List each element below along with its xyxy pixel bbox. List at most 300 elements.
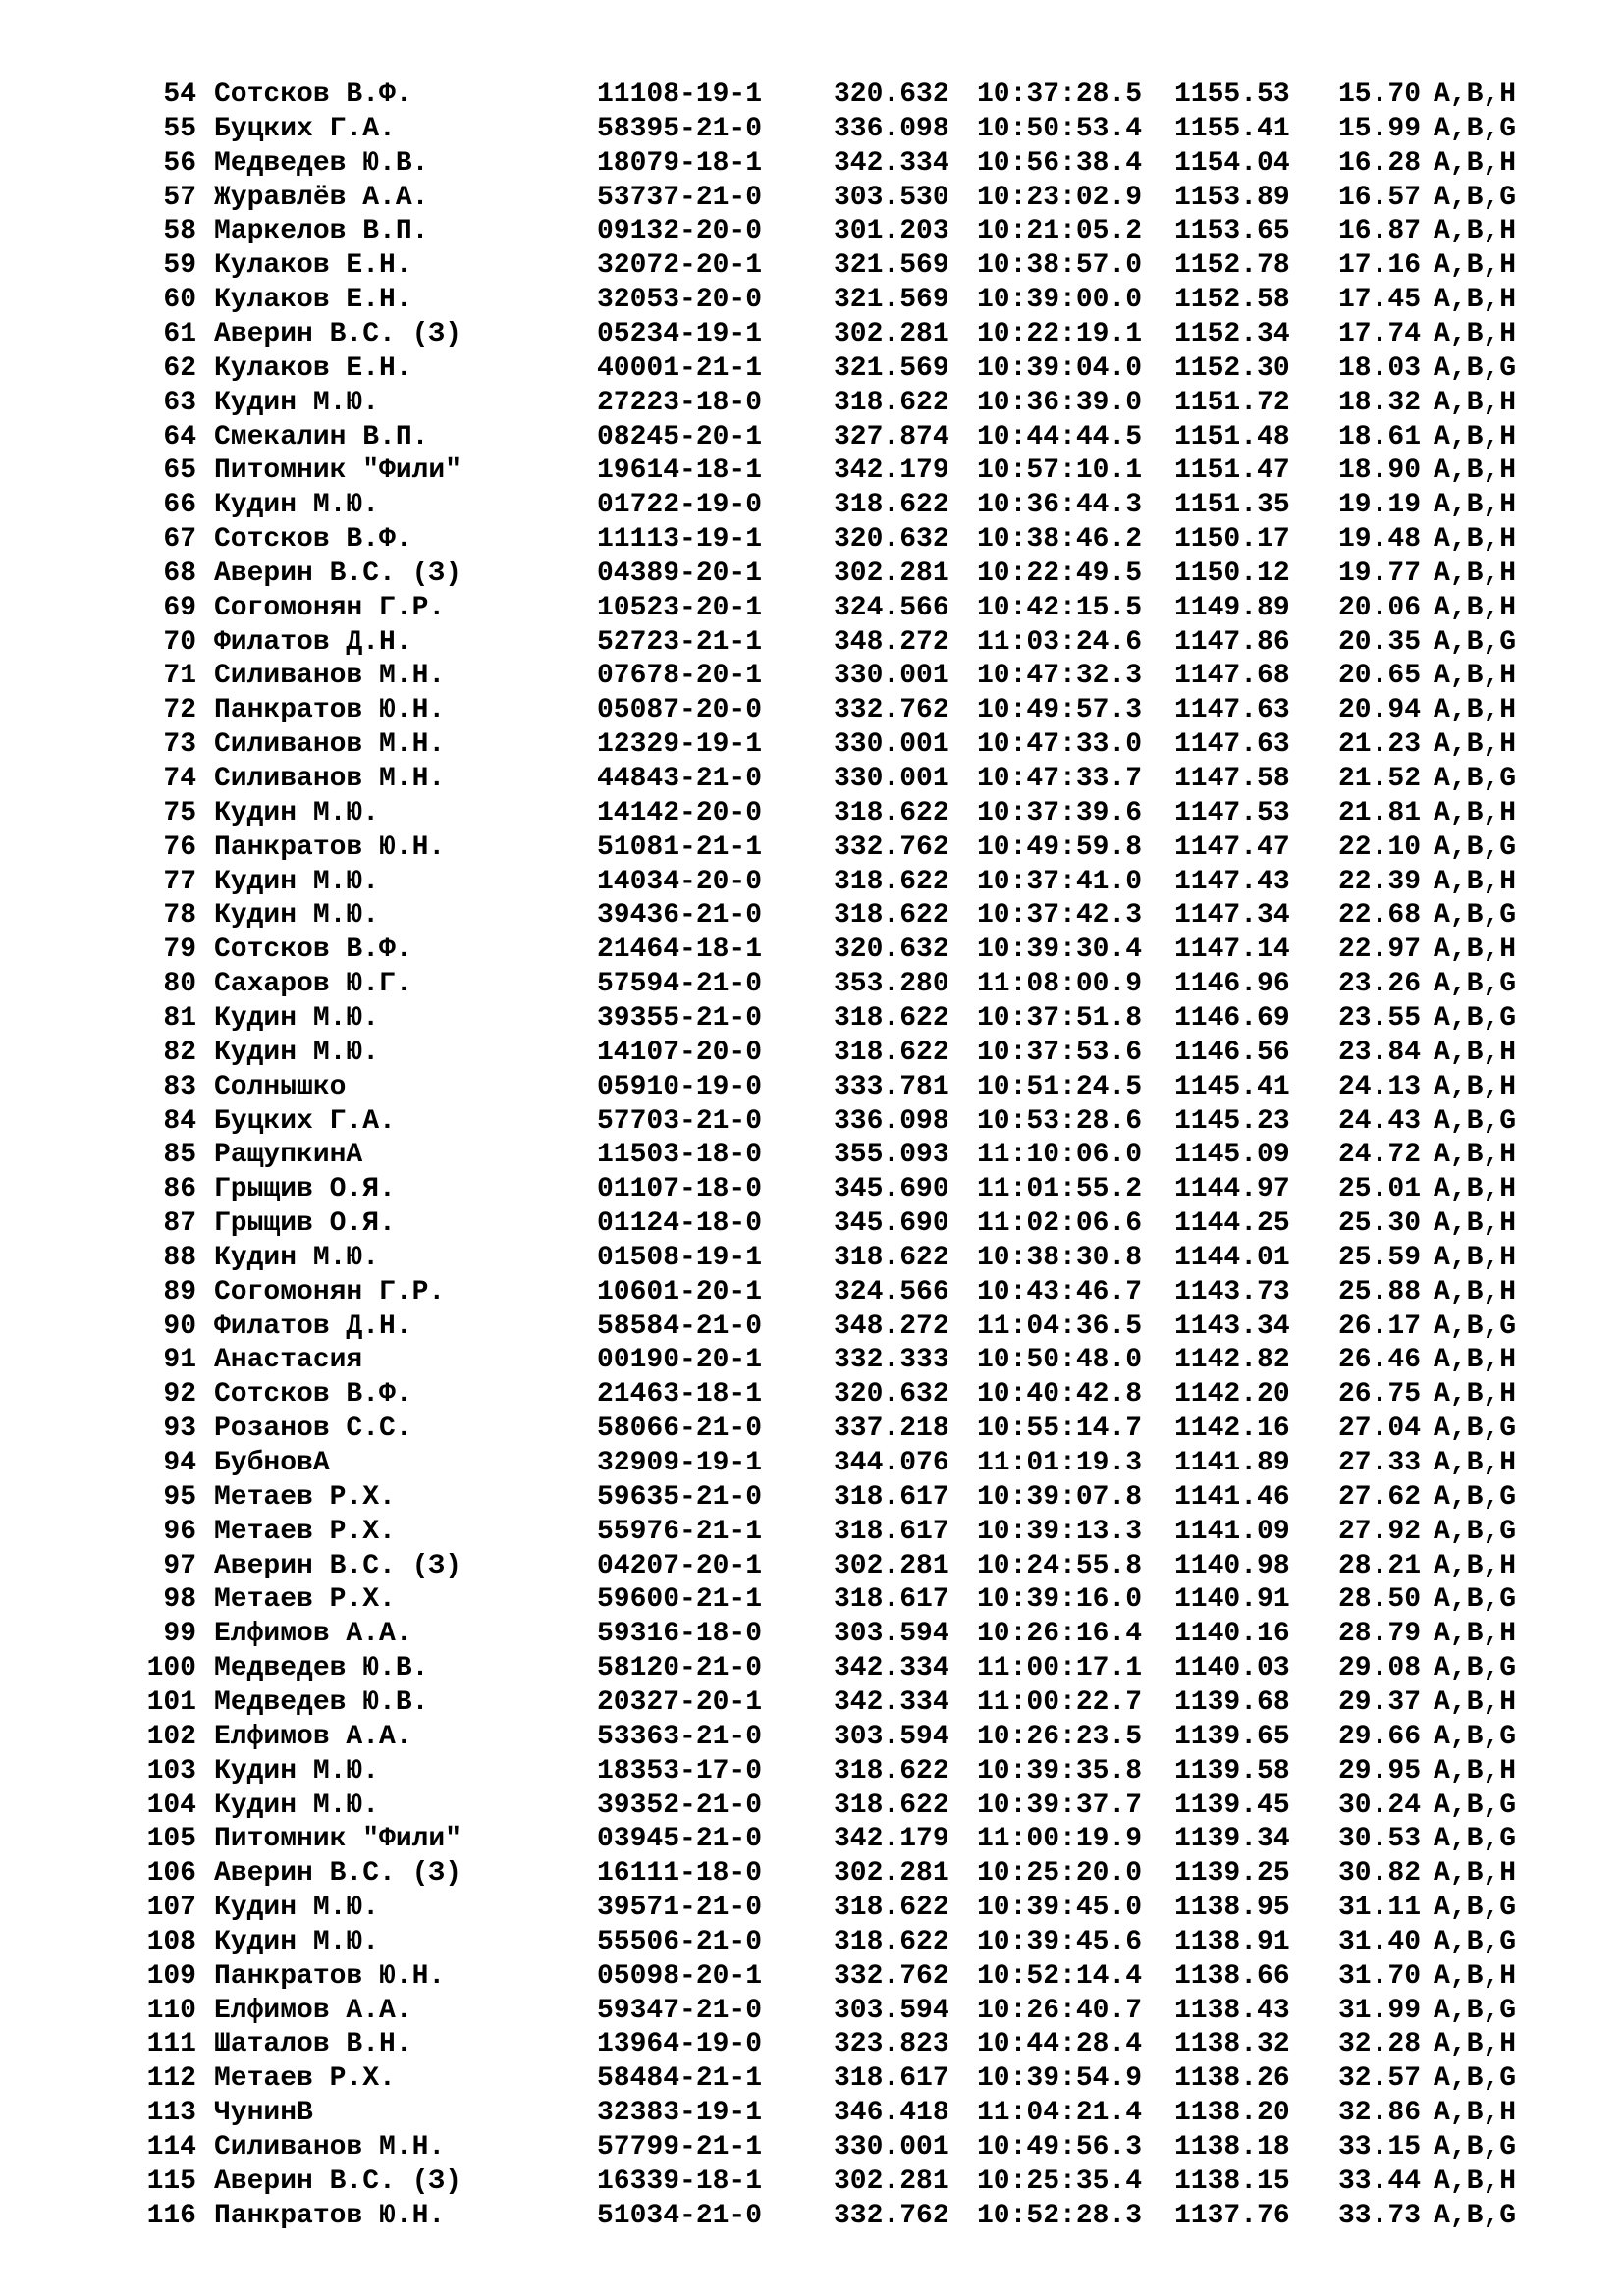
distance: 332.333 [834,1345,949,1375]
ring-number: 10601-20-1 [597,1277,763,1308]
place-number: 98 [163,1584,196,1615]
categories: A,B,H [1434,490,1517,520]
distance: 330.001 [834,2132,949,2163]
owner-name: Филатов Д.Н. [214,1311,412,1342]
speed: 1151.47 [1174,455,1290,486]
coefficient: 15.70 [1338,80,1422,110]
arrival-time: 11:03:24.6 [977,627,1143,658]
arrival-time: 10:36:39.0 [977,388,1143,418]
table-row [0,694,1624,727]
place-number: 113 [146,2098,196,2128]
speed: 1142.16 [1174,1414,1290,1444]
distance: 353.280 [834,969,949,999]
speed: 1138.18 [1174,2132,1290,2163]
categories: A,B,G [1434,1584,1517,1615]
owner-name: Согомонян Г.Р. [214,593,446,623]
distance: 336.098 [834,114,949,144]
coefficient: 25.59 [1338,1243,1422,1273]
owner-name: Маркелов В.П. [214,216,429,246]
table-row [0,2028,1624,2061]
distance: 324.566 [834,1277,949,1308]
coefficient: 23.55 [1338,1003,1422,1034]
ring-number: 58395-21-0 [597,114,763,144]
categories: A,B,H [1434,250,1517,281]
place-number: 114 [146,2132,196,2163]
distance: 318.622 [834,798,949,828]
speed: 1147.43 [1174,867,1290,897]
coefficient: 18.03 [1338,353,1422,384]
categories: A,B,G [1434,114,1517,144]
owner-name: Силиванов М.Н. [214,2132,446,2163]
distance: 318.622 [834,1893,949,1923]
distance: 345.690 [834,1208,949,1239]
arrival-time: 10:52:14.4 [977,1961,1143,1992]
distance: 320.632 [834,524,949,555]
place-number: 79 [163,934,196,965]
distance: 303.594 [834,1619,949,1649]
categories: A,B,G [1434,1517,1517,1547]
ring-number: 14142-20-0 [597,798,763,828]
place-number: 94 [163,1448,196,1478]
ring-number: 32053-20-0 [597,285,763,315]
distance: 342.334 [834,1653,949,1683]
ring-number: 04389-20-1 [597,559,763,589]
coefficient: 18.61 [1338,422,1422,453]
coefficient: 23.84 [1338,1038,1422,1068]
coefficient: 20.06 [1338,593,1422,623]
ring-number: 53363-21-0 [597,1722,763,1752]
speed: 1138.32 [1174,2029,1290,2059]
owner-name: Елфимов А.А. [214,1996,412,2026]
place-number: 101 [146,1687,196,1718]
place-number: 54 [163,80,196,110]
categories: A,B,H [1434,80,1517,110]
categories: A,B,H [1434,455,1517,486]
distance: 342.179 [834,455,949,486]
arrival-time: 10:39:45.0 [977,1893,1143,1923]
ring-number: 21463-18-1 [597,1379,763,1410]
owner-name: Журавлёв А.А. [214,183,429,213]
arrival-time: 10:39:30.4 [977,934,1143,965]
place-number: 62 [163,353,196,384]
table-row [0,728,1624,762]
owner-name: Панкратов Ю.Н. [214,1961,446,1992]
arrival-time: 10:38:46.2 [977,524,1143,555]
table-row [0,249,1624,283]
table-row [0,899,1624,933]
place-number: 83 [163,1072,196,1102]
owner-name: Елфимов А.А. [214,1722,412,1752]
coefficient: 27.92 [1338,1517,1422,1547]
speed: 1149.89 [1174,593,1290,623]
distance: 337.218 [834,1414,949,1444]
coefficient: 18.90 [1338,455,1422,486]
speed: 1147.63 [1174,729,1290,760]
coefficient: 20.35 [1338,627,1422,658]
owner-name: Сотсков В.Ф. [214,80,412,110]
distance: 321.569 [834,353,949,384]
arrival-time: 10:47:33.0 [977,729,1143,760]
owner-name: Силиванов М.Н. [214,661,446,691]
place-number: 106 [146,1858,196,1889]
coefficient: 27.62 [1338,1482,1422,1513]
owner-name: Солнышко [214,1072,347,1102]
table-row [0,182,1624,215]
ring-number: 18079-18-1 [597,148,763,179]
speed: 1138.95 [1174,1893,1290,1923]
categories: A,B,H [1434,1072,1517,1102]
arrival-time: 10:26:40.7 [977,1996,1143,2026]
table-row [0,1857,1624,1891]
categories: A,B,H [1434,388,1517,418]
owner-name: Кудин М.Ю. [214,1790,380,1821]
coefficient: 24.43 [1338,1106,1422,1137]
ring-number: 16339-18-1 [597,2166,763,2197]
arrival-time: 10:39:00.0 [977,285,1143,315]
arrival-time: 10:39:13.3 [977,1517,1143,1547]
speed: 1138.66 [1174,1961,1290,1992]
table-row [0,558,1624,591]
arrival-time: 11:04:21.4 [977,2098,1143,2128]
ring-number: 32072-20-1 [597,250,763,281]
place-number: 100 [146,1653,196,1683]
distance: 302.281 [834,1858,949,1889]
table-row [0,1823,1624,1856]
categories: A,B,G [1434,1482,1517,1513]
owner-name: Кудин М.Ю. [214,490,380,520]
place-number: 70 [163,627,196,658]
ring-number: 59347-21-0 [597,1996,763,2026]
table-row [0,523,1624,557]
table-row [0,1789,1624,1823]
ring-number: 59316-18-0 [597,1619,763,1649]
distance: 321.569 [834,250,949,281]
arrival-time: 10:26:23.5 [977,1722,1143,1752]
arrival-time: 10:25:35.4 [977,2166,1143,2197]
distance: 318.617 [834,1584,949,1615]
arrival-time: 10:22:49.5 [977,559,1143,589]
arrival-time: 11:10:06.0 [977,1140,1143,1170]
table-row [0,421,1624,454]
speed: 1143.34 [1174,1311,1290,1342]
speed: 1155.53 [1174,80,1290,110]
place-number: 68 [163,559,196,589]
distance: 320.632 [834,80,949,110]
categories: A,B,H [1434,2098,1517,2128]
distance: 303.594 [834,1996,949,2026]
distance: 330.001 [834,661,949,691]
categories: A,B,G [1434,1996,1517,2026]
ring-number: 19614-18-1 [597,455,763,486]
arrival-time: 11:04:36.5 [977,1311,1143,1342]
ring-number: 58484-21-1 [597,2063,763,2094]
distance: 318.622 [834,867,949,897]
arrival-time: 10:49:59.8 [977,832,1143,863]
speed: 1139.65 [1174,1722,1290,1752]
coefficient: 20.65 [1338,661,1422,691]
categories: A,B,H [1434,1140,1517,1170]
table-row [0,147,1624,181]
owner-name: Кудин М.Ю. [214,1003,380,1034]
coefficient: 25.30 [1338,1208,1422,1239]
speed: 1154.04 [1174,148,1290,179]
table-row [0,1173,1624,1206]
speed: 1151.48 [1174,422,1290,453]
categories: A,B,H [1434,1756,1517,1787]
arrival-time: 10:37:51.8 [977,1003,1143,1034]
categories: A,B,H [1434,1858,1517,1889]
coefficient: 29.66 [1338,1722,1422,1752]
categories: A,B,H [1434,661,1517,691]
categories: A,B,H [1434,1277,1517,1308]
ring-number: 20327-20-1 [597,1687,763,1718]
categories: A,B,G [1434,1311,1517,1342]
distance: 318.622 [834,1790,949,1821]
categories: A,B,G [1434,900,1517,931]
speed: 1147.86 [1174,627,1290,658]
table-row [0,1447,1624,1480]
distance: 318.622 [834,1756,949,1787]
distance: 318.622 [834,1243,949,1273]
owner-name: Кудин М.Ю. [214,798,380,828]
categories: A,B,H [1434,1961,1517,1992]
owner-name: Кудин М.Ю. [214,388,380,418]
categories: A,B,H [1434,593,1517,623]
place-number: 105 [146,1824,196,1854]
coefficient: 29.37 [1338,1687,1422,1718]
distance: 332.762 [834,2201,949,2231]
owner-name: Питомник "Фили" [214,455,462,486]
ring-number: 14107-20-0 [597,1038,763,1068]
coefficient: 31.40 [1338,1927,1422,1957]
categories: A,B,G [1434,969,1517,999]
distance: 332.762 [834,832,949,863]
table-row [0,2097,1624,2130]
place-number: 96 [163,1517,196,1547]
coefficient: 16.28 [1338,148,1422,179]
arrival-time: 10:44:28.4 [977,2029,1143,2059]
coefficient: 31.99 [1338,1996,1422,2026]
ring-number: 18353-17-0 [597,1756,763,1787]
coefficient: 32.57 [1338,2063,1422,2094]
table-row [0,387,1624,420]
ring-number: 07678-20-1 [597,661,763,691]
speed: 1153.89 [1174,183,1290,213]
categories: A,B,G [1434,1927,1517,1957]
arrival-time: 10:37:28.5 [977,80,1143,110]
speed: 1140.03 [1174,1653,1290,1683]
arrival-time: 11:00:19.9 [977,1824,1143,1854]
coefficient: 16.87 [1338,216,1422,246]
table-row [0,1481,1624,1515]
ring-number: 58120-21-0 [597,1653,763,1683]
speed: 1139.68 [1174,1687,1290,1718]
table-row [0,318,1624,351]
place-number: 76 [163,832,196,863]
speed: 1146.69 [1174,1003,1290,1034]
speed: 1151.72 [1174,388,1290,418]
owner-name: Грыщив О.Я. [214,1208,396,1239]
coefficient: 32.28 [1338,2029,1422,2059]
coefficient: 25.88 [1338,1277,1422,1308]
ring-number: 11113-19-1 [597,524,763,555]
owner-name: Кудин М.Ю. [214,867,380,897]
ring-number: 05087-20-0 [597,695,763,725]
table-row [0,2200,1624,2233]
table-row [0,1652,1624,1685]
speed: 1144.25 [1174,1208,1290,1239]
coefficient: 28.79 [1338,1619,1422,1649]
place-number: 112 [146,2063,196,2094]
table-row [0,2165,1624,2199]
ring-number: 10523-20-1 [597,593,763,623]
place-number: 89 [163,1277,196,1308]
owner-name: Метаев Р.Х. [214,1517,396,1547]
ring-number: 01107-18-0 [597,1174,763,1204]
owner-name: Аверин В.С. (З) [214,319,462,349]
owner-name: Метаев Р.Х. [214,1584,396,1615]
categories: A,B,H [1434,1038,1517,1068]
speed: 1146.96 [1174,969,1290,999]
ring-number: 14034-20-0 [597,867,763,897]
distance: 302.281 [834,1551,949,1581]
ring-number: 01124-18-0 [597,1208,763,1239]
table-row [0,660,1624,693]
categories: A,B,G [1434,1653,1517,1683]
categories: A,B,H [1434,559,1517,589]
coefficient: 30.82 [1338,1858,1422,1889]
speed: 1150.12 [1174,559,1290,589]
categories: A,B,H [1434,1174,1517,1204]
owner-name: Елфимов А.А. [214,1619,412,1649]
table-row [0,831,1624,865]
table-row [0,626,1624,660]
coefficient: 22.39 [1338,867,1422,897]
table-row [0,1242,1624,1275]
ring-number: 12329-19-1 [597,729,763,760]
speed: 1144.97 [1174,1174,1290,1204]
distance: 336.098 [834,1106,949,1137]
arrival-time: 10:39:45.6 [977,1927,1143,1957]
arrival-time: 10:43:46.7 [977,1277,1143,1308]
table-row [0,489,1624,522]
distance: 318.622 [834,1927,949,1957]
coefficient: 22.97 [1338,934,1422,965]
ring-number: 57799-21-1 [597,2132,763,2163]
place-number: 60 [163,285,196,315]
distance: 320.632 [834,934,949,965]
speed: 1147.68 [1174,661,1290,691]
speed: 1152.78 [1174,250,1290,281]
categories: A,B,H [1434,729,1517,760]
arrival-time: 10:25:20.0 [977,1858,1143,1889]
table-row [0,1002,1624,1036]
categories: A,B,H [1434,524,1517,555]
place-number: 71 [163,661,196,691]
coefficient: 17.74 [1338,319,1422,349]
place-number: 88 [163,1243,196,1273]
table-row [0,1516,1624,1549]
table-row [0,1892,1624,1925]
arrival-time: 10:37:39.6 [977,798,1143,828]
categories: A,B,G [1434,832,1517,863]
speed: 1147.63 [1174,695,1290,725]
categories: A,B,H [1434,1551,1517,1581]
table-row [0,763,1624,796]
categories: A,B,H [1434,1208,1517,1239]
owner-name: Кулаков Е.Н. [214,250,412,281]
distance: 302.281 [834,559,949,589]
owner-name: Филатов Д.Н. [214,627,412,658]
ring-number: 27223-18-0 [597,388,763,418]
coefficient: 33.44 [1338,2166,1422,2197]
distance: 323.823 [834,2029,949,2059]
ring-number: 13964-19-0 [597,2029,763,2059]
owner-name: Сотсков В.Ф. [214,934,412,965]
speed: 1138.26 [1174,2063,1290,2094]
speed: 1146.56 [1174,1038,1290,1068]
owner-name: Согомонян Г.Р. [214,1277,446,1308]
ring-number: 32909-19-1 [597,1448,763,1478]
ring-number: 03945-21-0 [597,1824,763,1854]
place-number: 91 [163,1345,196,1375]
distance: 318.617 [834,1482,949,1513]
ring-number: 39436-21-0 [597,900,763,931]
coefficient: 19.77 [1338,559,1422,589]
arrival-time: 10:39:54.9 [977,2063,1143,2094]
categories: A,B,G [1434,1893,1517,1923]
ring-number: 04207-20-1 [597,1551,763,1581]
arrival-time: 10:36:44.3 [977,490,1143,520]
owner-name: Силиванов М.Н. [214,764,446,794]
arrival-time: 11:01:19.3 [977,1448,1143,1478]
ring-number: 00190-20-1 [597,1345,763,1375]
coefficient: 17.45 [1338,285,1422,315]
table-row [0,2131,1624,2164]
place-number: 92 [163,1379,196,1410]
coefficient: 21.52 [1338,764,1422,794]
coefficient: 21.23 [1338,729,1422,760]
place-number: 73 [163,729,196,760]
distance: 348.272 [834,627,949,658]
table-row [0,1721,1624,1754]
coefficient: 18.32 [1338,388,1422,418]
place-number: 97 [163,1551,196,1581]
distance: 348.272 [834,1311,949,1342]
speed: 1138.43 [1174,1996,1290,2026]
arrival-time: 10:38:30.8 [977,1243,1143,1273]
speed: 1139.25 [1174,1858,1290,1889]
distance: 301.203 [834,216,949,246]
categories: A,B,H [1434,216,1517,246]
ring-number: 39352-21-0 [597,1790,763,1821]
speed: 1138.20 [1174,2098,1290,2128]
owner-name: Аверин В.С. (З) [214,1858,462,1889]
categories: A,B,H [1434,2166,1517,2197]
categories: A,B,G [1434,1790,1517,1821]
table-row [0,1037,1624,1070]
speed: 1147.14 [1174,934,1290,965]
categories: A,B,H [1434,422,1517,453]
coefficient: 29.95 [1338,1756,1422,1787]
distance: 303.530 [834,183,949,213]
arrival-time: 10:21:05.2 [977,216,1143,246]
arrival-time: 11:01:55.2 [977,1174,1143,1204]
place-number: 95 [163,1482,196,1513]
table-row [0,1618,1624,1651]
speed: 1145.09 [1174,1140,1290,1170]
place-number: 61 [163,319,196,349]
